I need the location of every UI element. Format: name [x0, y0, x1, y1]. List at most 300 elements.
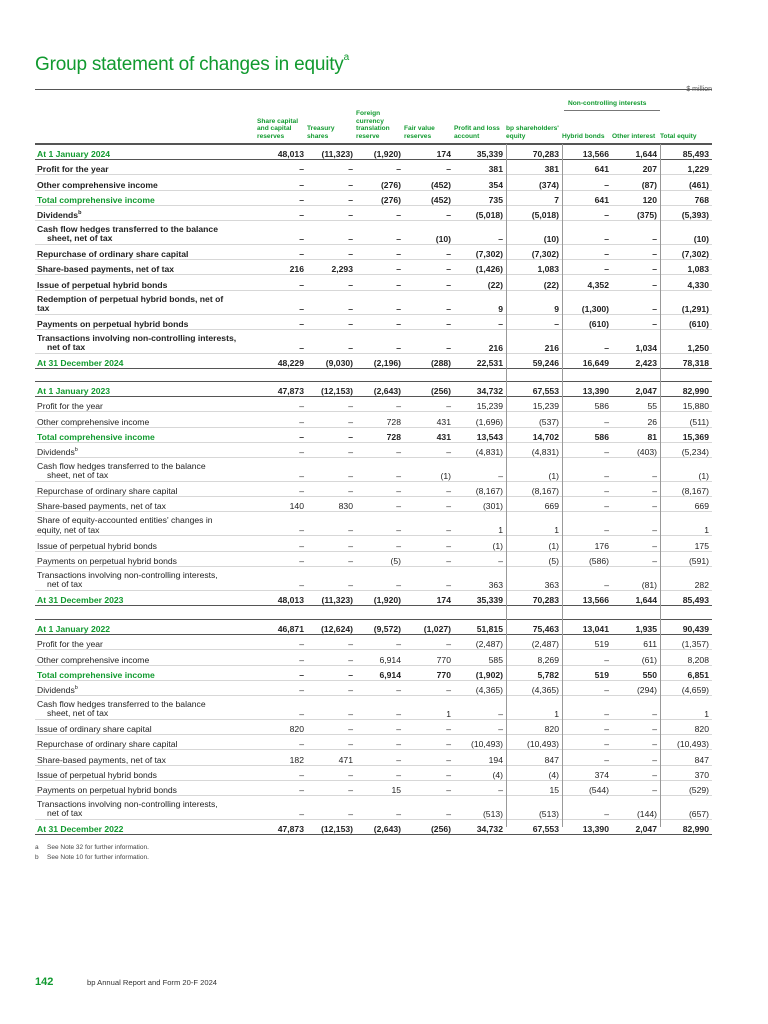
- row-label-text: At 31 December 2022: [37, 824, 124, 835]
- cell-value: 8,208: [660, 650, 712, 665]
- cell-value: 26: [612, 412, 660, 427]
- row-label: [35, 244, 257, 259]
- cell-value: –: [404, 329, 454, 353]
- row-label: [35, 750, 257, 765]
- cell-value: 374: [562, 765, 612, 780]
- row-label: [35, 145, 257, 160]
- table-row: [35, 481, 712, 496]
- row-label-line2: tax: [37, 303, 50, 313]
- cell-value: –: [454, 780, 506, 795]
- cell-value: –: [307, 397, 356, 412]
- col-header-blank: [35, 98, 257, 141]
- cell-value: (4): [454, 765, 506, 780]
- cell-value: 669: [506, 497, 562, 512]
- table-row: [35, 635, 712, 650]
- row-label: [35, 497, 257, 512]
- table-row: [35, 412, 712, 427]
- footnote-a: a See Note 32 for further information.: [35, 844, 149, 851]
- cell-value: (4,365): [454, 680, 506, 695]
- table-row: [35, 765, 712, 780]
- cell-value: 1: [404, 695, 454, 719]
- cell-value: (513): [506, 795, 562, 819]
- cell-value: (10): [660, 220, 712, 244]
- cell-value: –: [307, 314, 356, 329]
- footnotes: [35, 843, 149, 862]
- cell-value: 770: [404, 665, 454, 680]
- row-label-text: Issue of ordinary share capital: [37, 724, 152, 735]
- cell-value: –: [612, 497, 660, 512]
- cell-value: 48,229: [257, 353, 307, 368]
- cell-value: 471: [307, 750, 356, 765]
- footnote-marker: b: [74, 685, 78, 692]
- row-label: [35, 650, 257, 665]
- cell-value: –: [307, 650, 356, 665]
- nci-header: Non-controlling interests: [568, 100, 647, 107]
- cell-value: (12,153): [307, 382, 356, 397]
- row-label-text: Payments on perpetual hybrid bonds: [37, 318, 189, 329]
- cell-value: (1,920): [356, 145, 404, 160]
- cell-value: 1: [506, 512, 562, 536]
- header-top-rule: [35, 89, 712, 90]
- cell-value: (586): [562, 551, 612, 566]
- cell-value: –: [356, 442, 404, 457]
- cell-value: 67,553: [506, 382, 562, 397]
- cell-value: 2,423: [612, 353, 660, 368]
- cell-value: (256): [404, 382, 454, 397]
- cell-value: –: [257, 205, 307, 220]
- cell-value: –: [356, 160, 404, 175]
- cell-value: (8,167): [506, 481, 562, 496]
- cell-value: –: [257, 536, 307, 551]
- table-row: [35, 590, 712, 605]
- cell-value: 735: [454, 190, 506, 205]
- cell-value: 1: [660, 695, 712, 719]
- cell-value: (2,643): [356, 819, 404, 834]
- cell-value: (403): [612, 442, 660, 457]
- cell-value: –: [404, 750, 454, 765]
- cell-value: –: [454, 551, 506, 566]
- row-label: [35, 735, 257, 750]
- cell-value: –: [307, 457, 356, 481]
- row-label: [35, 190, 257, 205]
- cell-value: –: [257, 329, 307, 353]
- cell-value: (87): [612, 175, 660, 190]
- cell-value: –: [307, 566, 356, 590]
- row-label: [35, 780, 257, 795]
- cell-value: –: [612, 735, 660, 750]
- cell-value: 13,390: [562, 382, 612, 397]
- cell-value: –: [307, 780, 356, 795]
- row-label: [35, 457, 257, 481]
- cell-value: 1,250: [660, 329, 712, 353]
- cell-value: –: [307, 329, 356, 353]
- cell-value: –: [257, 397, 307, 412]
- cell-value: –: [257, 220, 307, 244]
- cell-value: –: [257, 695, 307, 719]
- cell-value: –: [307, 695, 356, 719]
- cell-value: 381: [506, 160, 562, 175]
- cell-value: –: [356, 635, 404, 650]
- cell-value: (375): [612, 205, 660, 220]
- cell-value: 140: [257, 497, 307, 512]
- cell-value: –: [404, 260, 454, 275]
- cell-value: 15: [506, 780, 562, 795]
- cell-value: –: [612, 536, 660, 551]
- page-number: 142: [35, 976, 54, 988]
- cell-value: –: [404, 680, 454, 695]
- cell-value: –: [307, 635, 356, 650]
- cell-value: 1,935: [612, 620, 660, 635]
- cell-value: (81): [612, 566, 660, 590]
- cell-value: 194: [454, 750, 506, 765]
- cell-value: 175: [660, 536, 712, 551]
- cell-value: 770: [404, 650, 454, 665]
- cell-value: (5,393): [660, 205, 712, 220]
- cell-value: –: [307, 481, 356, 496]
- cell-value: 354: [454, 175, 506, 190]
- cell-value: –: [562, 329, 612, 353]
- cell-value: 35,339: [454, 145, 506, 160]
- cell-value: (7,302): [506, 244, 562, 259]
- cell-value: (1): [506, 457, 562, 481]
- cell-value: 381: [454, 160, 506, 175]
- row-label-text: At 31 December 2024: [37, 357, 124, 368]
- cell-value: –: [562, 566, 612, 590]
- cell-value: 48,013: [257, 145, 307, 160]
- cell-value: 216: [454, 329, 506, 353]
- cell-value: –: [356, 735, 404, 750]
- cell-value: (9,030): [307, 353, 356, 368]
- row-label-line1: Cash flow hedges transferred to the balance: [37, 223, 218, 234]
- cell-value: (10): [404, 220, 454, 244]
- cell-value: –: [356, 290, 404, 314]
- cell-value: –: [404, 551, 454, 566]
- cell-value: (374): [506, 175, 562, 190]
- cell-value: –: [506, 314, 562, 329]
- cell-value: –: [307, 220, 356, 244]
- cell-value: (452): [404, 175, 454, 190]
- cell-value: 6,914: [356, 650, 404, 665]
- cell-value: (529): [660, 780, 712, 795]
- page-title: Group statement of changes in equity$^a$: [35, 52, 349, 75]
- cell-value: –: [404, 205, 454, 220]
- cell-value: –: [356, 695, 404, 719]
- col-header-treasury: Treasury shares: [307, 125, 335, 141]
- cell-value: (5,018): [506, 205, 562, 220]
- cell-value: 2,293: [307, 260, 356, 275]
- cell-value: –: [257, 566, 307, 590]
- cell-value: (5): [356, 551, 404, 566]
- cell-value: –: [612, 220, 660, 244]
- table-row: [35, 551, 712, 566]
- table-row: [35, 244, 712, 259]
- cell-value: –: [356, 275, 404, 290]
- row-label: [35, 665, 257, 680]
- cell-value: –: [404, 719, 454, 734]
- title-footnote-marker: a: [343, 52, 349, 63]
- cell-value: 2,047: [612, 382, 660, 397]
- cell-value: –: [562, 719, 612, 734]
- cell-value: –: [257, 314, 307, 329]
- cell-value: 820: [506, 719, 562, 734]
- cell-value: 370: [660, 765, 712, 780]
- row-label-line1: Redemption of perpetual hybrid bonds, net of: [37, 293, 224, 304]
- row-label-text: Profit for the year: [37, 164, 109, 175]
- cell-value: –: [454, 220, 506, 244]
- cell-value: (276): [356, 175, 404, 190]
- cell-value: (657): [660, 795, 712, 819]
- cell-value: (5,234): [660, 442, 712, 457]
- cell-value: –: [404, 512, 454, 536]
- cell-value: 586: [562, 427, 612, 442]
- cell-value: 16,649: [562, 353, 612, 368]
- row-label-text: Dividends: [37, 684, 75, 695]
- cell-value: 15,239: [454, 397, 506, 412]
- cell-value: –: [454, 314, 506, 329]
- cell-value: (22): [454, 275, 506, 290]
- cell-value: (1,426): [454, 260, 506, 275]
- cell-value: –: [356, 680, 404, 695]
- cell-value: 13,390: [562, 819, 612, 834]
- cell-value: –: [257, 795, 307, 819]
- cell-value: 6,851: [660, 665, 712, 680]
- row-label-text: Other comprehensive income: [37, 179, 158, 190]
- cell-value: (5): [506, 551, 562, 566]
- cell-value: 75,463: [506, 620, 562, 635]
- cell-value: (544): [562, 780, 612, 795]
- cell-value: 586: [562, 397, 612, 412]
- cell-value: (22): [506, 275, 562, 290]
- cell-value: 2,047: [612, 819, 660, 834]
- row-label-text: Total comprehensive income: [37, 669, 155, 680]
- cell-value: 174: [404, 145, 454, 160]
- cell-value: –: [404, 160, 454, 175]
- column-separator: [562, 144, 563, 827]
- cell-value: –: [404, 275, 454, 290]
- cell-value: 1: [506, 695, 562, 719]
- row-label-line2: net of tax: [47, 579, 83, 590]
- cell-value: –: [307, 536, 356, 551]
- row-label-line2: sheet, net of tax: [47, 708, 109, 719]
- unit-label: $ million: [686, 86, 712, 93]
- col-header-pnl: Profit and loss account: [454, 125, 500, 141]
- table-row: [35, 275, 712, 290]
- row-label: [35, 220, 257, 244]
- cell-value: (12,624): [307, 620, 356, 635]
- cell-value: 519: [562, 665, 612, 680]
- table-row: [35, 650, 712, 665]
- report-title: bp Annual Report and Form 20-F 2024: [87, 978, 218, 987]
- cell-value: (8,167): [454, 481, 506, 496]
- cell-value: (4): [506, 765, 562, 780]
- cell-value: (256): [404, 819, 454, 834]
- row-label: [35, 719, 257, 734]
- cell-value: –: [257, 175, 307, 190]
- cell-value: –: [356, 220, 404, 244]
- cell-value: –: [612, 457, 660, 481]
- cell-value: (8,167): [660, 481, 712, 496]
- cell-value: 13,566: [562, 590, 612, 605]
- cell-value: –: [612, 275, 660, 290]
- cell-value: –: [562, 457, 612, 481]
- row-label-line1: Transactions involving non-controlling interests,: [37, 798, 218, 809]
- table-row: [35, 750, 712, 765]
- row-label: [35, 620, 257, 635]
- cell-value: –: [404, 497, 454, 512]
- col-header-share-capital: Share capital and capital reserves: [257, 117, 299, 141]
- cell-value: 669: [660, 497, 712, 512]
- row-label-text: At 31 December 2023: [37, 594, 124, 605]
- cell-value: (10,493): [454, 735, 506, 750]
- cell-value: (4,831): [454, 442, 506, 457]
- cell-value: –: [307, 205, 356, 220]
- row-label: [35, 314, 257, 329]
- cell-value: –: [612, 481, 660, 496]
- row-label-text: Profit for the year: [37, 401, 103, 412]
- cell-value: –: [562, 442, 612, 457]
- cell-value: (1,696): [454, 412, 506, 427]
- cell-value: (10): [506, 220, 562, 244]
- cell-value: –: [562, 695, 612, 719]
- table-row: [35, 536, 712, 551]
- cell-value: –: [257, 665, 307, 680]
- cell-value: 82,990: [660, 382, 712, 397]
- cell-value: –: [356, 536, 404, 551]
- cell-value: –: [356, 205, 404, 220]
- row-label-text: Payments on perpetual hybrid bonds: [37, 784, 177, 795]
- cell-value: –: [404, 536, 454, 551]
- row-label-text: At 1 January 2022: [37, 624, 111, 635]
- cell-value: –: [404, 765, 454, 780]
- cell-value: –: [356, 750, 404, 765]
- row-label-text: Repurchase of ordinary share capital: [37, 739, 178, 750]
- column-header-table: [35, 98, 712, 141]
- equity-table-2022: [35, 619, 712, 835]
- cell-value: –: [404, 481, 454, 496]
- cell-value: 216: [506, 329, 562, 353]
- cell-value: –: [612, 765, 660, 780]
- row-label: [35, 442, 257, 457]
- cell-value: (10,493): [506, 735, 562, 750]
- row-label-text: Issue of perpetual hybrid bonds: [37, 540, 157, 551]
- cell-value: (2,643): [356, 382, 404, 397]
- cell-value: (11,323): [307, 145, 356, 160]
- cell-value: –: [257, 160, 307, 175]
- cell-value: –: [257, 442, 307, 457]
- cell-value: 9: [454, 290, 506, 314]
- cell-value: –: [562, 750, 612, 765]
- cell-value: 70,283: [506, 590, 562, 605]
- table-row: [35, 397, 712, 412]
- cell-value: 67,553: [506, 819, 562, 834]
- row-label: [35, 590, 257, 605]
- cell-value: 85,493: [660, 145, 712, 160]
- row-label: [35, 551, 257, 566]
- cell-value: 55: [612, 397, 660, 412]
- cell-value: 15,239: [506, 397, 562, 412]
- cell-value: –: [257, 427, 307, 442]
- cell-value: 728: [356, 412, 404, 427]
- cell-value: (1,920): [356, 590, 404, 605]
- cell-value: 22,531: [454, 353, 506, 368]
- cell-value: –: [307, 665, 356, 680]
- cell-value: –: [404, 314, 454, 329]
- cell-value: –: [356, 566, 404, 590]
- cell-value: 13,566: [562, 145, 612, 160]
- cell-value: –: [404, 735, 454, 750]
- cell-value: –: [356, 457, 404, 481]
- cell-value: 13,041: [562, 620, 612, 635]
- row-label-text: Dividends: [37, 209, 79, 220]
- row-label-line1: Share of equity-accounted entities' changes in: [37, 515, 213, 526]
- cell-value: 847: [660, 750, 712, 765]
- row-label-text: Repurchase of ordinary share capital: [37, 249, 189, 260]
- cell-value: 641: [562, 160, 612, 175]
- cell-value: 90,439: [660, 620, 712, 635]
- cell-value: (1,357): [660, 635, 712, 650]
- cell-value: (1,291): [660, 290, 712, 314]
- table-row: [35, 795, 712, 819]
- table-row: [35, 175, 712, 190]
- row-label: [35, 566, 257, 590]
- cell-value: 1: [454, 512, 506, 536]
- row-label: [35, 536, 257, 551]
- row-label: [35, 512, 257, 536]
- col-header-total-equity: Total equity: [660, 133, 697, 141]
- cell-value: 13,543: [454, 427, 506, 442]
- row-label-line1: Cash flow hedges transferred to the balance: [37, 460, 206, 471]
- col-header-hybrid-bonds: Hybrid bonds: [562, 133, 605, 141]
- cell-value: –: [562, 260, 612, 275]
- column-separator: [506, 144, 507, 827]
- row-label-text: Profit for the year: [37, 639, 103, 650]
- cell-value: –: [356, 244, 404, 259]
- row-label: [35, 680, 257, 695]
- cell-value: –: [454, 457, 506, 481]
- cell-value: –: [307, 795, 356, 819]
- cell-value: 34,732: [454, 819, 506, 834]
- cell-value: 182: [257, 750, 307, 765]
- col-header-fx-reserve: Foreign currency translation reserve: [356, 109, 390, 141]
- cell-value: (12,153): [307, 819, 356, 834]
- cell-value: 1,083: [660, 260, 712, 275]
- cell-value: 6,914: [356, 665, 404, 680]
- cell-value: –: [257, 290, 307, 314]
- cell-value: (5,018): [454, 205, 506, 220]
- cell-value: 70,283: [506, 145, 562, 160]
- cell-value: –: [257, 680, 307, 695]
- row-label: [35, 819, 257, 834]
- cell-value: (4,659): [660, 680, 712, 695]
- cell-value: 174: [404, 590, 454, 605]
- table-row: [35, 719, 712, 734]
- cell-value: 120: [612, 190, 660, 205]
- col-header-other-interest: Other interest: [612, 133, 656, 141]
- row-label-line1: Cash flow hedges transferred to the balance: [37, 698, 206, 709]
- cell-value: –: [257, 735, 307, 750]
- row-label-text: Total comprehensive income: [37, 194, 155, 205]
- table-row: [35, 205, 712, 220]
- cell-value: 15,880: [660, 397, 712, 412]
- row-label-text: Other comprehensive income: [37, 416, 150, 427]
- table-row: [35, 427, 712, 442]
- cell-value: –: [612, 314, 660, 329]
- cell-value: –: [356, 314, 404, 329]
- cell-value: –: [404, 780, 454, 795]
- cell-value: (610): [660, 314, 712, 329]
- row-label-text: Total comprehensive income: [37, 431, 155, 442]
- row-label: [35, 260, 257, 275]
